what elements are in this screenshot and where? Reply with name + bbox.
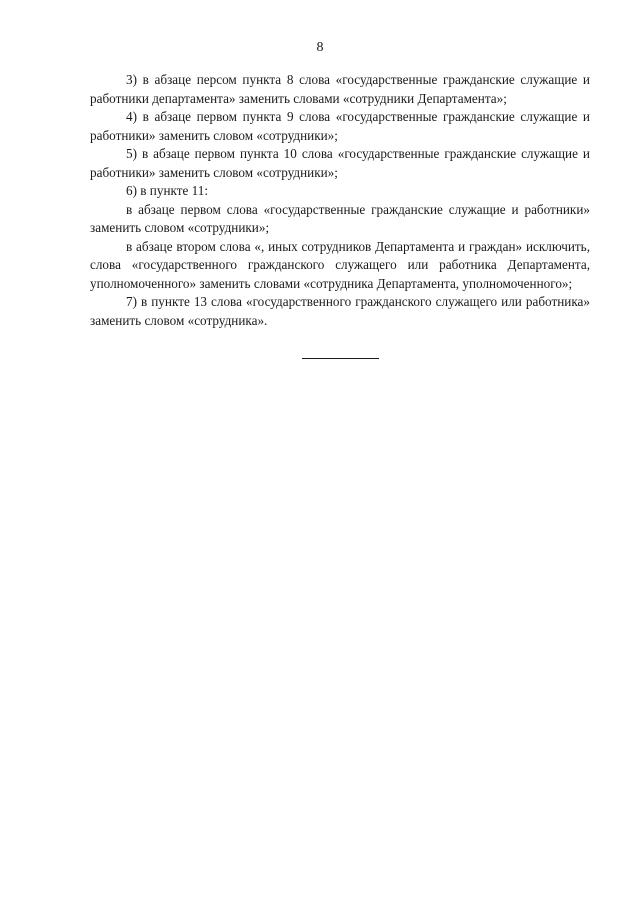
paragraph-item-6-subpoint-2: в абзаце втором слова «, иных сотрудников Департамента и граждан» исключить, слова «государственного гражданского служащего или работника Департамента, уполномоченного» заменить словами «сотрудника Департамента, уполномоченного»; [90,238,590,291]
paragraph-item-6-subpoint-1: в абзаце первом слова «государственные гражданские служащие и работники» заменить словом «сотрудники»; [90,201,590,235]
document-body [90,71,590,330]
paragraph-item-5: 5) в абзаце первом пункта 10 слова «государственные гражданские служащие и работники» заменить словом «сотрудники»; [90,146,590,180]
page-number: 8 [316,40,324,55]
paragraph-item-3: 3) в абзаце персом пункта 8 слова «государственные гражданские служащие и работники департамента» заменить словами «сотрудники Департамента»; [90,72,590,106]
paragraph-item-4: 4) в абзаце первом пункта 9 слова «государственные гражданские служащие и работники» заменить словом «сотрудники»; [90,109,590,143]
paragraph-item-7: 7) в пункте 13 слова «государственного гражданского служащего или работника» заменить словом «сотрудника». [90,294,590,328]
end-divider [302,358,379,359]
paragraph-item-6: 6) в пункте 11: [126,183,209,198]
